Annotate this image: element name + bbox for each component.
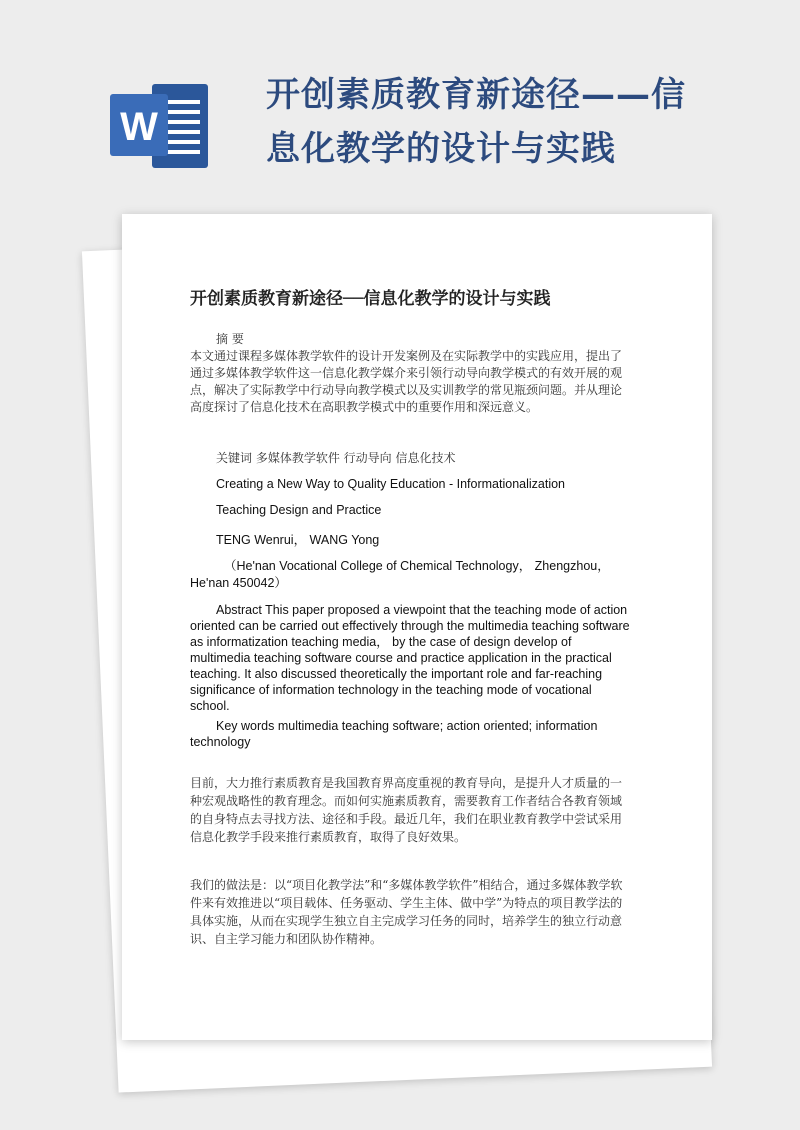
abstract-text-cn: 本文通过课程多媒体教学软件的设计开发案例及在实际教学中的实践应用，提出了通过多媒体教学软件这一信息化教学媒介来引领行动导向教学模式的有效开展的观点，解决了实际教学中行动导向教学模式以及实训教学的常见瓶颈问题。并从理论高度探讨了信息化技术在高职教学模式中的重要作用和深远意义。 bbox=[190, 349, 623, 414]
word-icon-letter: W bbox=[120, 105, 158, 149]
english-title-line2: Teaching Design and Practice bbox=[216, 503, 382, 517]
affiliation: （He'nan Vocational College of Chemical Technology， Zhengzhou，He'nan 450042） bbox=[190, 559, 610, 590]
keywords-en: Key words multimedia teaching software; action oriented; information technology bbox=[190, 719, 598, 749]
word-document-icon bbox=[108, 78, 214, 174]
body-paragraph-2: 我们的做法是：以“项目化教学法”和“多媒体教学软件”相结合，通过多媒体教学软件来有效推进以“项目载体、任务驱动、学生主体、做中学”为特点的项目教学法的具体实施，从而在实现学生独立自主完成学习任务的同时，培养学生的独立行动意识、自主学习能力和团队协作精神。 bbox=[190, 878, 623, 946]
banner-title: 开创素质教育新途径——信息化教学的设计与实践 bbox=[266, 75, 686, 169]
english-title-line1: Creating a New Way to Quality Education - Informationalization bbox=[216, 477, 566, 491]
body-paragraph-1: 目前，大力推行素质教育是我国教育界高度重视的教育导向，是提升人才质量的一种宏观战略性的教育理念。而如何实施素质教育，需要教育工作者结合各教育领域的自身特点去寻找方法、途径和手段。最近几年，我们在职业教育教学中尝试采用信息化教学手段来推行素质教育，取得了良好效果。 bbox=[190, 776, 623, 844]
abstract-text-en: Abstract This paper proposed a viewpoint that the teaching mode of action oriented can be carried out effectively through the multimedia teaching software as informatization teaching media， by the case of design develop of multimedia teaching software course and practice application in the practical teaching. It also discussed theoretically the important role and far-reaching significance of information technology in the teaching mode of vocational school. bbox=[190, 603, 630, 713]
abstract-label: 摘 要 bbox=[216, 332, 244, 346]
authors: TENG Wenrui， WANG Yong bbox=[216, 533, 380, 547]
document-title: 开创素质教育新途径──信息化教学的设计与实践 bbox=[190, 289, 551, 309]
keywords-cn: 关键词 多媒体教学软件 行动导向 信息化技术 bbox=[216, 451, 456, 465]
